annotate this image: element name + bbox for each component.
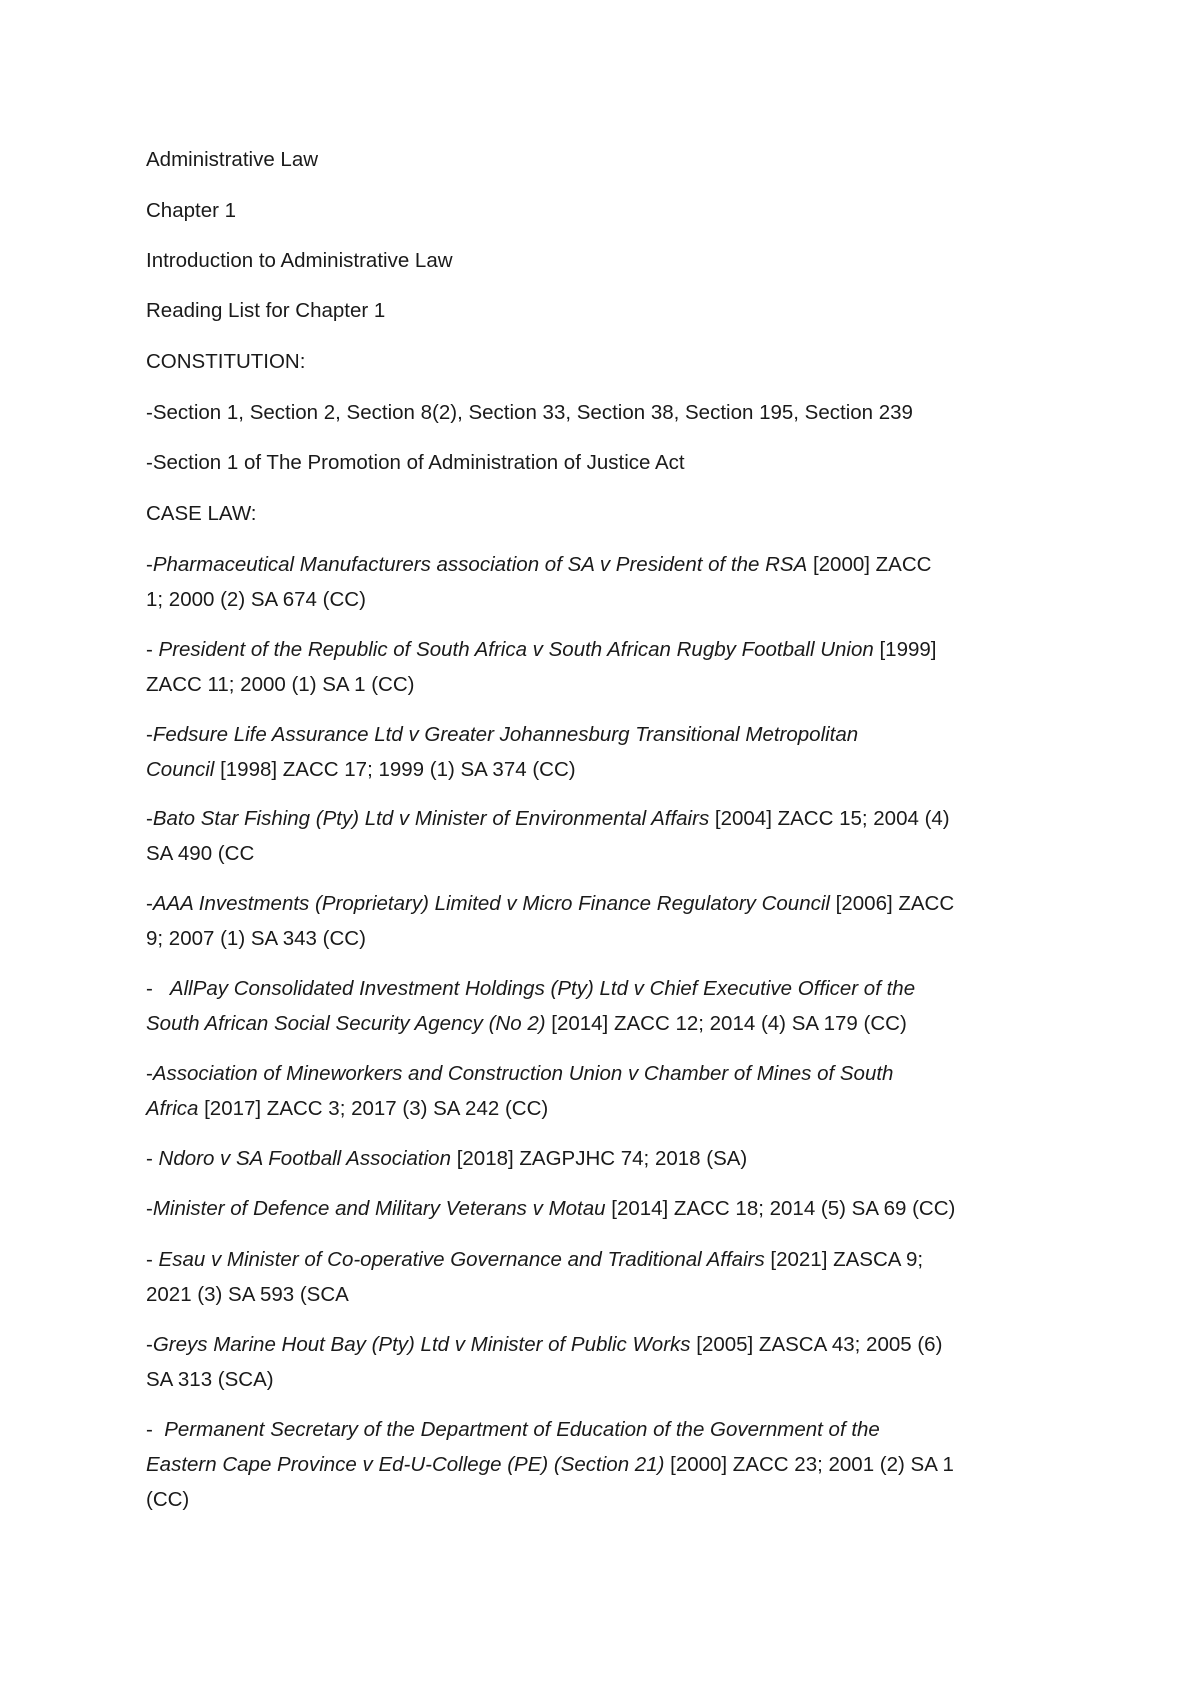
- case-citation: -: [146, 1197, 153, 1220]
- case-line: [146, 971, 1066, 1006]
- case-line: [146, 1277, 1066, 1312]
- case-line: [146, 1141, 1066, 1176]
- case-line: [146, 921, 1066, 956]
- case-entry: [146, 1327, 1066, 1397]
- case-citation: [2021] ZASCA 9;: [764, 1248, 924, 1271]
- case-name: Association of Mineworkers and Construction Union v Chamber of Mines of South: [152, 1062, 894, 1085]
- constitution-item: -Section 1 of The Promotion of Administration of Justice Act: [146, 451, 685, 474]
- case-citation: [2018] ZAGPJHC 74; 2018 (SA): [451, 1147, 748, 1170]
- case-name: Esau v Minister of Co-operative Governance and Traditional Affairs: [158, 1248, 765, 1271]
- case-entry: [146, 632, 1066, 702]
- document-title: Administrative Law: [146, 148, 319, 171]
- case-name: Greys Marine Hout Bay (Pty) Ltd v Minister of Public Works: [152, 1333, 691, 1356]
- case-citation: SA 490 (CC: [146, 842, 255, 865]
- case-name: Bato Star Fishing (Pty) Ltd v Minister of Environmental Affairs: [152, 807, 710, 830]
- case-citation: -: [146, 1062, 153, 1085]
- case-line: [146, 632, 1066, 667]
- case-citation: [2004] ZACC 15; 2004 (4): [709, 807, 950, 830]
- case-name: Pharmaceutical Manufacturers association of SA v President of the RSA: [152, 553, 808, 576]
- case-line: [146, 1482, 1066, 1517]
- case-name: President of the Republic of South Africa v South African Rugby Football Union: [158, 638, 874, 661]
- case-citation: -: [146, 1248, 159, 1271]
- case-line: [146, 717, 1066, 752]
- case-line: [146, 1191, 1066, 1226]
- case-line: [146, 1362, 1066, 1397]
- case-citation: 9; 2007 (1) SA 343 (CC): [146, 927, 366, 950]
- case-entry: [146, 547, 1066, 617]
- case-name: South African Social Security Agency (No 2): [146, 1012, 546, 1035]
- case-name: Minister of Defence and Military Veterans v Motau: [152, 1197, 606, 1220]
- case-name: AllPay Consolidated Investment Holdings (Pty) Ltd v Chief Executive Officer of the: [169, 977, 916, 1000]
- case-name: Ndoro v SA Football Association: [158, 1147, 451, 1170]
- case-name: Eastern Cape Province v Ed-U-College (PE) (Section 21): [146, 1453, 665, 1476]
- case-citation: [2005] ZASCA 43; 2005 (6): [690, 1333, 943, 1356]
- case-citation: -: [146, 1333, 153, 1356]
- case-name: Africa: [146, 1097, 199, 1120]
- case-name: AAA Investments (Proprietary) Limited v Micro Finance Regulatory Council: [152, 892, 830, 915]
- case-entry: [146, 971, 1066, 1041]
- case-citation: [2006] ZACC: [829, 892, 955, 915]
- case-entry: [146, 1191, 1066, 1226]
- case-citation: [2000] ZACC: [807, 553, 932, 576]
- case-entry: [146, 1412, 1066, 1517]
- case-line: [146, 667, 1066, 702]
- case-citation: [2017] ZACC 3; 2017 (3) SA 242 (CC): [198, 1097, 549, 1120]
- case-citation: [2014] ZACC 18; 2014 (5) SA 69 (CC): [605, 1197, 956, 1220]
- case-citation: [1998] ZACC 17; 1999 (1) SA 374 (CC): [214, 758, 576, 781]
- case-citation: SA 313 (SCA): [146, 1368, 274, 1391]
- case-name: Permanent Secretary of the Department of Education of the Government of the: [164, 1418, 880, 1441]
- case-citation: -: [146, 638, 159, 661]
- case-entry: [146, 1056, 1066, 1126]
- case-law-heading: CASE LAW:: [146, 502, 257, 525]
- case-line: [146, 582, 1066, 617]
- case-line: [146, 801, 1066, 836]
- case-line: [146, 1242, 1066, 1277]
- case-citation: (CC): [146, 1488, 190, 1511]
- case-line: [146, 1412, 1066, 1447]
- case-line: [146, 1056, 1066, 1091]
- case-name: Council: [146, 758, 215, 781]
- constitution-heading: CONSTITUTION:: [146, 350, 306, 373]
- case-citation: 2021 (3) SA 593 (SCA: [146, 1283, 349, 1306]
- case-citation: -: [146, 1147, 159, 1170]
- case-citation: -: [146, 553, 153, 576]
- case-entry: [146, 1242, 1066, 1312]
- case-line: [146, 752, 1066, 787]
- case-line: [146, 1006, 1066, 1041]
- case-citation: [2000] ZACC 23; 2001 (2) SA 1: [664, 1453, 954, 1476]
- case-line: [146, 1327, 1066, 1362]
- case-citation: -: [146, 807, 153, 830]
- case-citation: ZACC 11; 2000 (1) SA 1 (CC): [146, 673, 415, 696]
- case-citation: [1999]: [873, 638, 937, 661]
- case-entry: [146, 1141, 1066, 1176]
- case-citation: [2014] ZACC 12; 2014 (4) SA 179 (CC): [545, 1012, 907, 1035]
- constitution-item: -Section 1, Section 2, Section 8(2), Section 33, Section 38, Section 195, Section 239: [146, 401, 913, 424]
- case-entry: [146, 801, 1066, 871]
- case-line: [146, 886, 1066, 921]
- case-citation: -: [146, 1418, 165, 1441]
- case-line: [146, 1447, 1066, 1482]
- case-citation: -: [146, 723, 153, 746]
- chapter-title: Introduction to Administrative Law: [146, 249, 453, 272]
- case-line: [146, 836, 1066, 871]
- case-citation: -: [146, 892, 153, 915]
- case-name: Fedsure Life Assurance Ltd v Greater Johannesburg Transitional Metropolitan: [152, 723, 859, 746]
- case-citation: -: [146, 977, 170, 1000]
- reading-list-heading: Reading List for Chapter 1: [146, 299, 386, 322]
- chapter-label: Chapter 1: [146, 199, 237, 222]
- case-entry: [146, 717, 1066, 787]
- case-line: [146, 1091, 1066, 1126]
- case-citation: 1; 2000 (2) SA 674 (CC): [146, 588, 366, 611]
- case-entry: [146, 886, 1066, 956]
- case-line: [146, 547, 1066, 582]
